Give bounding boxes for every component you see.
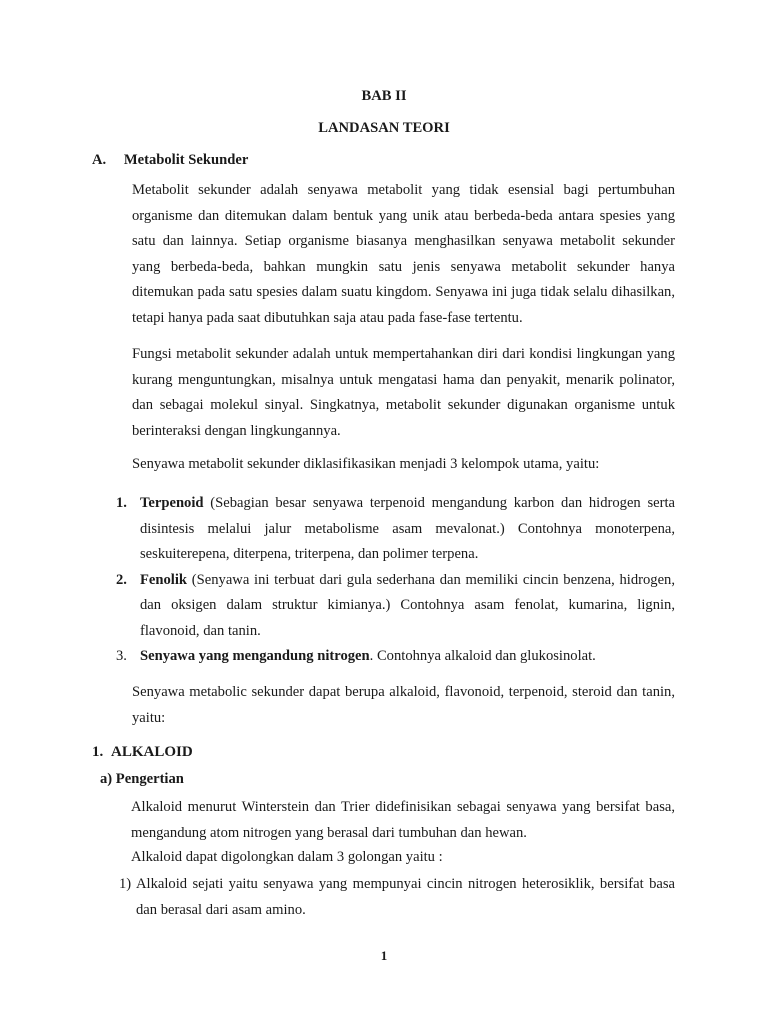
- list-item-text: (Sebagian besar senyawa terpenoid mengandung karbon dan hidrogen serta disintesis melalui jalur metabolisme asam mevalonat.) Contohnya monoterpena, seskuiterepena, diterpena, triterpena, dan polimer terpena.: [140, 495, 675, 562]
- classification-list: [116, 491, 675, 670]
- list-item-text: Alkaloid sejati yaitu senyawa yang mempunyai cincin nitrogen heterosiklik, bersifat basa dan berasal dari asam amino.: [136, 876, 675, 918]
- list-item: 1. Terpenoid (Sebagian besar senyawa terpenoid mengandung karbon dan hidrogen serta disintesis melalui jalur metabolisme asam mevalonat.) Contohnya monoterpena, seskuiterepena, diterpena, triterpena, dan polimer terpena.: [116, 495, 675, 562]
- section-1-heading: [92, 744, 193, 761]
- list-item: 1) Alkaloid sejati yaitu senyawa yang mempunyai cincin nitrogen heterosiklik, bersifat basa dan berasal dari asam amino.: [119, 876, 675, 918]
- list-item: 3. Senyawa yang mengandung nitrogen. Contohnya alkaloid dan glukosinolat.: [116, 648, 596, 664]
- paragraph-1: Metabolit sekunder adalah senyawa metabolit yang tidak esensial bagi pertumbuhan organisme dan ditemukan dalam bentuk yang unik atau berbeda-beda antara spesies yang satu dan lainnya. Setiap organisme biasanya menghasilkan senyawa metabolit sekunder yang berbeda-beda, bahkan mungkin satu jenis senyawa metabolit sekunder hanya ditemukan pada satu spesies dalam suatu kingdom. Senyawa ini juga tidak selalu dihasilkan, tetapi hanya pada saat dibutuhkan saja atau pada fase-fase tertentu.: [132, 182, 675, 326]
- paragraph-6: Alkaloid dapat digolongkan dalam 3 golongan yaitu :: [131, 849, 443, 865]
- list-item: 2. Fenolik (Senyawa ini terbuat dari gula sederhana dan memiliki cincin benzena, hidrogen, dan oksigen dalam struktur kimianya.) Contohnya asam fenolat, kumarina, lignin, flavonoid, dan tanin.: [116, 571, 675, 639]
- paragraph-2: Fungsi metabolit sekunder adalah untuk mempertahankan diri dari kondisi lingkungan yang kurang menguntungkan, misalnya untuk mengatasi hama dan penyakit, menarik polinator, dan sebagai molekul sinyal. Singkatnya, metabolit sekunder digunakan organisme untuk berinteraksi dengan lingkungannya.: [132, 346, 675, 439]
- section-a-title: Metabolit Sekunder: [123, 152, 249, 168]
- alkaloid-types-list: [119, 872, 675, 923]
- section-a-label: A.: [92, 152, 107, 168]
- list-item-term: Terpenoid: [140, 495, 204, 511]
- section-1-label: 1.: [92, 744, 104, 760]
- paragraph-3: Senyawa metabolit sekunder diklasifikasikan menjadi 3 kelompok utama, yaitu:: [132, 456, 600, 472]
- chapter-label: BAB II: [361, 88, 407, 104]
- section-1-title: ALKALOID: [111, 744, 193, 760]
- subsection-a-heading: a) Pengertian: [100, 771, 184, 787]
- list-item-term: Senyawa yang mengandung nitrogen: [140, 648, 370, 664]
- list-item-text: . Contohnya alkaloid dan glukosinolat.: [369, 648, 596, 664]
- list-item-text: (Senyawa ini terbuat dari gula sederhana dan memiliki cincin benzena, hidrogen, dan oksigen dalam struktur kimianya.) Contohnya asam fenolat, kumarina, lignin, flavonoid, dan tanin.: [140, 571, 675, 639]
- section-a-heading: [92, 152, 248, 169]
- list-item-term: Fenolik: [140, 571, 188, 588]
- page-title: LANDASAN TEORI: [318, 120, 450, 136]
- page-number: 1: [380, 948, 388, 963]
- paragraph-4: Senyawa metabolic sekunder dapat berupa alkaloid, flavonoid, terpenoid, steroid dan tanin, yaitu:: [132, 684, 675, 726]
- paragraph-5: Alkaloid menurut Winterstein dan Trier didefinisikan sebagai senyawa yang bersifat basa, mengandung atom nitrogen yang berasal dari tumbuhan dan hewan.: [131, 799, 675, 841]
